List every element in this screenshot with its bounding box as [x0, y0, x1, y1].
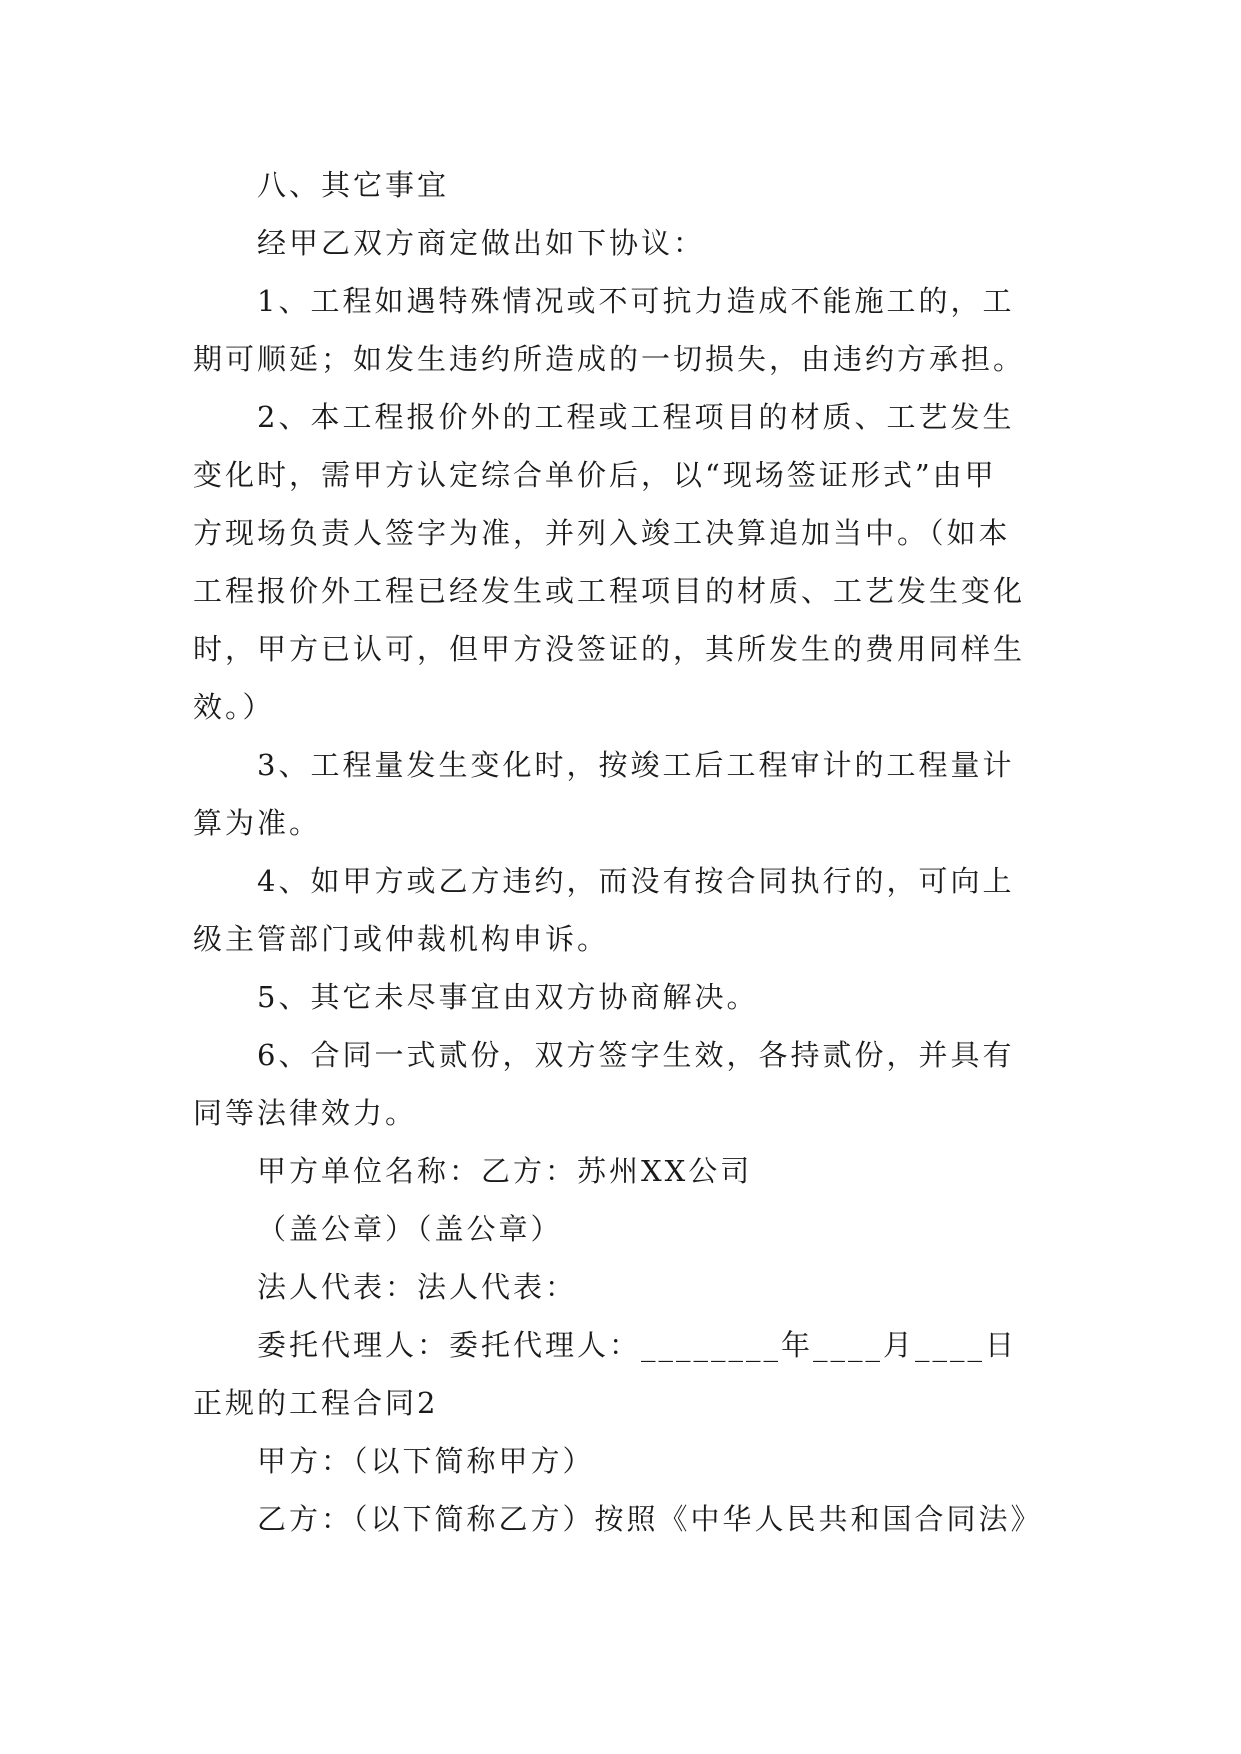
clause-6-line-1: 6、合同一式贰份，双方签字生效，各持贰份，并具有: [257, 1038, 1015, 1072]
clause-4-line-1: 4、如甲方或乙方违约，而没有按合同执行的，可向上: [257, 864, 1015, 898]
clause-2-line-2: 变化时，需甲方认定综合单价后，以“现场签证形式”由甲: [193, 458, 997, 492]
signature-seals: （盖公章）（盖公章）: [257, 1212, 563, 1246]
signature-legal-reps: 法人代表：法人代表：: [257, 1270, 578, 1304]
signature-party-names: 甲方单位名称：乙方：苏州XX公司: [257, 1154, 753, 1188]
clause-2-line-3: 方现场负责人签字为准，并列入竣工决算追加当中。（如本: [193, 516, 1011, 550]
next-contract-party-a: 甲方：（以下简称甲方）: [257, 1444, 595, 1478]
next-contract-party-b: 乙方：（以下简称乙方）按照《中华人民共和国合同法》: [257, 1502, 1043, 1536]
document-body: [193, 156, 1063, 1548]
clause-1-line-2: 期可顺延；如发生违约所造成的一切损失，由违约方承担。: [193, 342, 1026, 376]
clause-3-line-2: 算为准。: [193, 806, 322, 840]
clause-2-line-5: 时，甲方已认可，但甲方没签证的，其所发生的费用同样生: [193, 632, 1026, 666]
clause-1-line-1: 1、工程如遇特殊情况或不可抗力造成不能施工的，工: [257, 284, 1015, 318]
next-contract-title: 正规的工程合同2: [193, 1386, 439, 1420]
clause-5-line-1: 5、其它未尽事宜由双方协商解决。: [257, 980, 759, 1014]
section-heading: 八、其它事宜: [257, 168, 450, 202]
signature-agents-date: 委托代理人：委托代理人：________年____月____日: [257, 1328, 1018, 1362]
clause-2-line-1: 2、本工程报价外的工程或工程项目的材质、工艺发生: [257, 400, 1015, 434]
agreement-intro: 经甲乙双方商定做出如下协议：: [257, 226, 706, 260]
clause-6-line-2: 同等法律效力。: [193, 1096, 418, 1130]
clause-3-line-1: 3、工程量发生变化时，按竣工后工程审计的工程量计: [257, 748, 1015, 782]
clause-2-line-6: 效。）: [193, 690, 275, 724]
clause-2-line-4: 工程报价外工程已经发生或工程项目的材质、工艺发生变化: [193, 574, 1026, 608]
clause-4-line-2: 级主管部门或仲裁机构申诉。: [193, 922, 610, 956]
